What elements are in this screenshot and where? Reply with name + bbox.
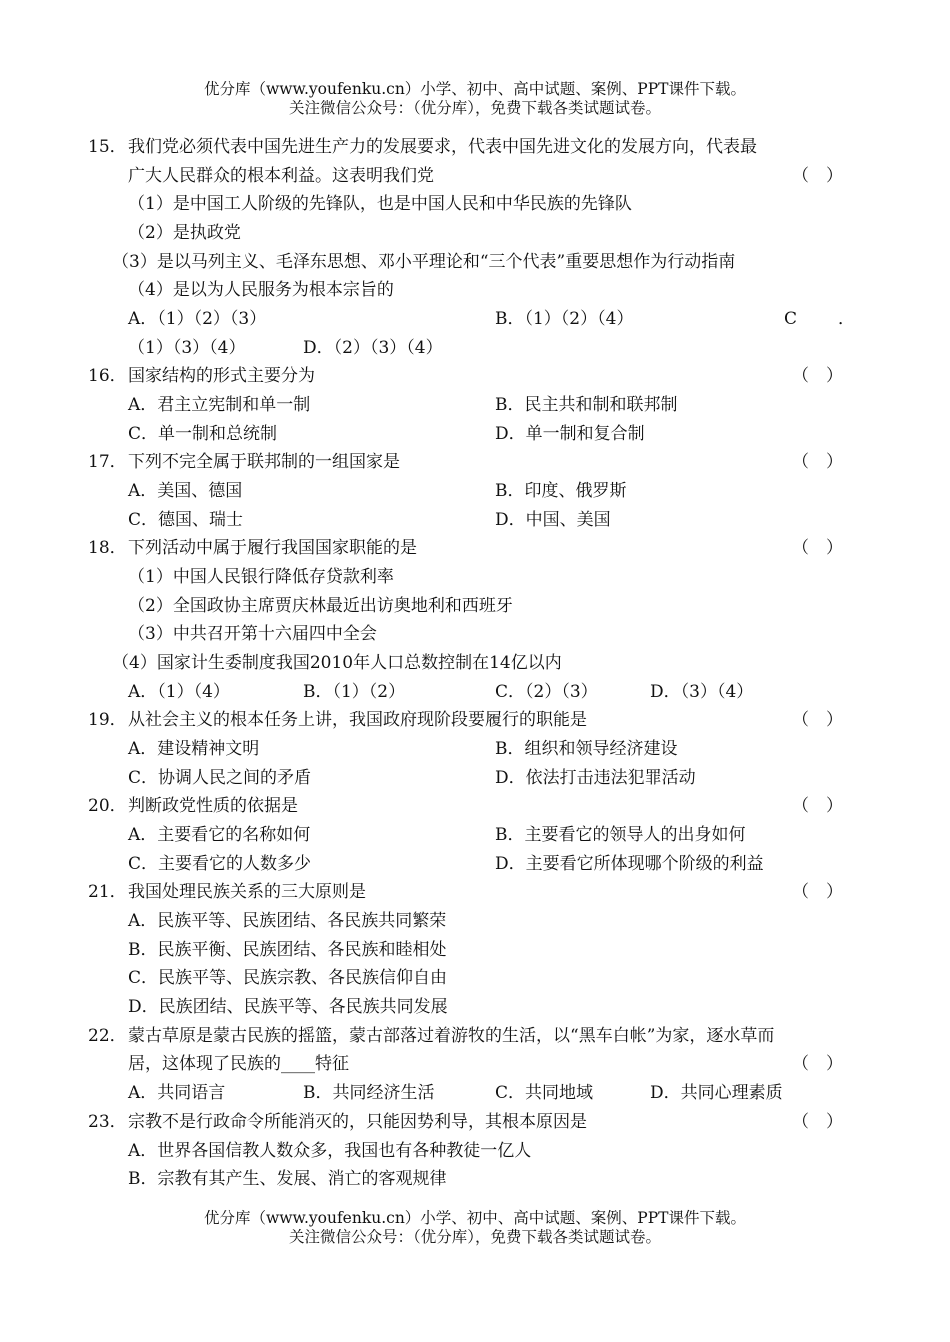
q18-stem (0, 534, 950, 562)
q20-option-c: C．主要看它的人数多少 (128, 854, 312, 874)
q16-stem (0, 362, 950, 390)
q15-option-a: A．（1）（2）（3） (128, 309, 267, 329)
q15-number: 15． (88, 137, 127, 157)
q18-option-a: A．（1）（4） (128, 682, 230, 702)
q15-line-1 (0, 133, 950, 161)
q15-options-row-1 (0, 305, 950, 333)
q21-stem (0, 878, 950, 906)
header-line-1: 优分库（www.youfenku.cn）小学、初中、高中试题、案例、PPT课件下载。 (203, 80, 747, 98)
q23-option-b-text: B．宗教有其产生、发展、消亡的客观规律 (128, 1169, 447, 1189)
q18-answer-paren: （ ） (792, 538, 843, 558)
q22-options-row (0, 1079, 950, 1107)
q21-option-d-text: D．民族团结、民族平等、各民族共同发展 (128, 997, 448, 1017)
q17-option-c: C．德国、瑞士 (128, 510, 244, 530)
q22-option-b: B．共同经济生活 (303, 1083, 435, 1103)
q22-option-d: D．共同心理素质 (650, 1083, 783, 1103)
q18-statement-3 (0, 620, 950, 648)
q17-number: 17． (88, 452, 127, 472)
q21-number: 21． (88, 882, 127, 902)
q16-options-row-1 (0, 391, 950, 419)
q16-options-row-2 (0, 420, 950, 448)
footer-line-1: 优分库（www.youfenku.cn）小学、初中、高中试题、案例、PPT课件下载。 (203, 1209, 747, 1227)
q18-option-c: C．（2）（3） (495, 682, 598, 702)
q15-answer-paren: （ ） (792, 166, 843, 186)
q20-number: 20． (88, 796, 127, 816)
q18-options-row (0, 678, 950, 706)
q17-options-row-2 (0, 506, 950, 534)
header-line-2: 关注微信公众号：（优分库），免费下载各类试题试卷。 (288, 99, 661, 117)
q18-statement-4 (0, 649, 950, 677)
q20-stem (0, 792, 950, 820)
page-header (0, 80, 950, 118)
q21-option-d (0, 993, 950, 1021)
q23-option-b (0, 1165, 950, 1193)
q15-options-row-2 (0, 334, 950, 362)
q18-option-d: D．（3）（4） (650, 682, 754, 702)
q18-statement-1 (0, 563, 950, 591)
q16-text: 国家结构的形式主要分为 (128, 366, 315, 386)
q20-answer-paren: （ ） (792, 796, 843, 816)
q23-option-a-text: A．世界各国信教人数众多，我国也有各种教徒一亿人 (128, 1141, 532, 1161)
q22-option-a: A．共同语言 (128, 1083, 226, 1103)
q20-text: 判断政党性质的依据是 (128, 796, 298, 816)
q16-option-b: B．民主共和制和联邦制 (495, 395, 678, 415)
q16-option-a: A．君主立宪制和单一制 (128, 395, 311, 415)
q23-number: 23． (88, 1112, 127, 1132)
q18-s1-text: （1）中国人民银行降低存贷款利率 (128, 567, 394, 587)
q21-option-b (0, 936, 950, 964)
q17-text: 下列不完全属于联邦制的一组国家是 (128, 452, 400, 472)
q23-option-a (0, 1137, 950, 1165)
q18-statement-2 (0, 592, 950, 620)
q18-text: 下列活动中属于履行我国国家职能的是 (128, 538, 417, 558)
q18-s4-text: （4）国家计生委制度我国2010年人口总数控制在14亿以内 (112, 653, 562, 673)
q21-option-a-text: A．民族平等、民族团结、各民族共同繁荣 (128, 911, 447, 931)
q16-number: 16． (88, 366, 127, 386)
q15-s1-text: （1）是中国工人阶级的先锋队，也是中国人民和中华民族的先锋队 (128, 194, 632, 214)
q15-s4-text: （4）是以为人民服务为根本宗旨的 (128, 280, 394, 300)
q20-options-row-1 (0, 821, 950, 849)
q15-line-2 (0, 162, 950, 190)
q21-option-a (0, 907, 950, 935)
q18-option-b: B．（1）（2） (303, 682, 406, 702)
q19-option-d: D．依法打击违法犯罪活动 (495, 768, 696, 788)
q15-option-c-text: （1）（3）（4） (128, 338, 246, 358)
q23-text: 宗教不是行政命令所能消灭的，只能因势利导，其根本原因是 (128, 1112, 587, 1132)
q17-option-d: D．中国、美国 (495, 510, 611, 530)
q18-s2-text: （2）全国政协主席贾庆林最近出访奥地利和西班牙 (128, 596, 513, 616)
q15-statement-1 (0, 190, 950, 218)
q23-stem (0, 1108, 950, 1136)
q19-option-b: B．组织和领导经济建设 (495, 739, 678, 759)
q21-option-c (0, 964, 950, 992)
q15-statement-3 (0, 248, 950, 276)
q20-option-d: D．主要看它所体现哪个阶级的利益 (495, 854, 764, 874)
q23-answer-paren: （ ） (792, 1112, 843, 1132)
q15-option-b: B．（1）（2）（4） (495, 309, 634, 329)
q19-stem (0, 706, 950, 734)
q19-options-row-2 (0, 764, 950, 792)
q22-line-2 (0, 1050, 950, 1078)
q20-option-b: B．主要看它的领导人的出身如何 (495, 825, 746, 845)
q22-answer-paren: （ ） (792, 1054, 843, 1074)
q19-answer-paren: （ ） (792, 710, 843, 730)
q19-options-row-1 (0, 735, 950, 763)
q22-stem-2: 居，这体现了民族的____特征 (128, 1054, 349, 1074)
q22-number: 22． (88, 1026, 127, 1046)
q19-option-c: C．协调人民之间的矛盾 (128, 768, 312, 788)
q22-option-c: C．共同地域 (495, 1083, 594, 1103)
q21-text: 我国处理民族关系的三大原则是 (128, 882, 366, 902)
q15-stem-2: 广大人民群众的根本利益。这表明我们党 (128, 166, 434, 186)
q19-number: 19． (88, 710, 127, 730)
q21-answer-paren: （ ） (792, 882, 843, 902)
q17-option-b: B．印度、俄罗斯 (495, 481, 627, 501)
q15-s2-text: （2）是执政党 (128, 223, 241, 243)
q18-s3-text: （3）中共召开第十六届四中全会 (128, 624, 377, 644)
page-footer (0, 1209, 950, 1247)
q17-option-a: A．美国、德国 (128, 481, 243, 501)
q15-s3-text: （3）是以马列主义、毛泽东思想、邓小平理论和“三个代表”重要思想作为行动指南 (112, 252, 736, 272)
q19-text: 从社会主义的根本任务上讲，我国政府现阶段要履行的职能是 (128, 710, 587, 730)
q22-stem-1: 蒙古草原是蒙古民族的摇篮，蒙古部落过着游牧的生活，以“黑车白帐”为家，逐水草而 (128, 1026, 775, 1046)
q15-stem-1: 我们党必须代表中国先进生产力的发展要求，代表中国先进文化的发展方向，代表最 (128, 137, 757, 157)
q20-option-a: A．主要看它的名称如何 (128, 825, 311, 845)
q15-statement-4 (0, 276, 950, 304)
q16-option-d: D．单一制和复合制 (495, 424, 645, 444)
q22-line-1 (0, 1022, 950, 1050)
q16-option-c: C．单一制和总统制 (128, 424, 278, 444)
q19-option-a: A．建设精神文明 (128, 739, 260, 759)
q15-option-c-label: C (784, 309, 798, 329)
q17-answer-paren: （ ） (792, 452, 843, 472)
q17-options-row-1 (0, 477, 950, 505)
q21-option-b-text: B．民族平衡、民族团结、各民族和睦相处 (128, 940, 447, 960)
q16-answer-paren: （ ） (792, 366, 843, 386)
q18-number: 18． (88, 538, 127, 558)
footer-line-2: 关注微信公众号：（优分库），免费下载各类试题试卷。 (288, 1228, 661, 1246)
q20-options-row-2 (0, 850, 950, 878)
q15-option-d: D．（2）（3）（4） (303, 338, 443, 358)
q17-stem (0, 448, 950, 476)
q21-option-c-text: C．民族平等、民族宗教、各民族信仰自由 (128, 968, 448, 988)
q15-option-c-dot: ． (838, 309, 855, 329)
q15-statement-2 (0, 219, 950, 247)
